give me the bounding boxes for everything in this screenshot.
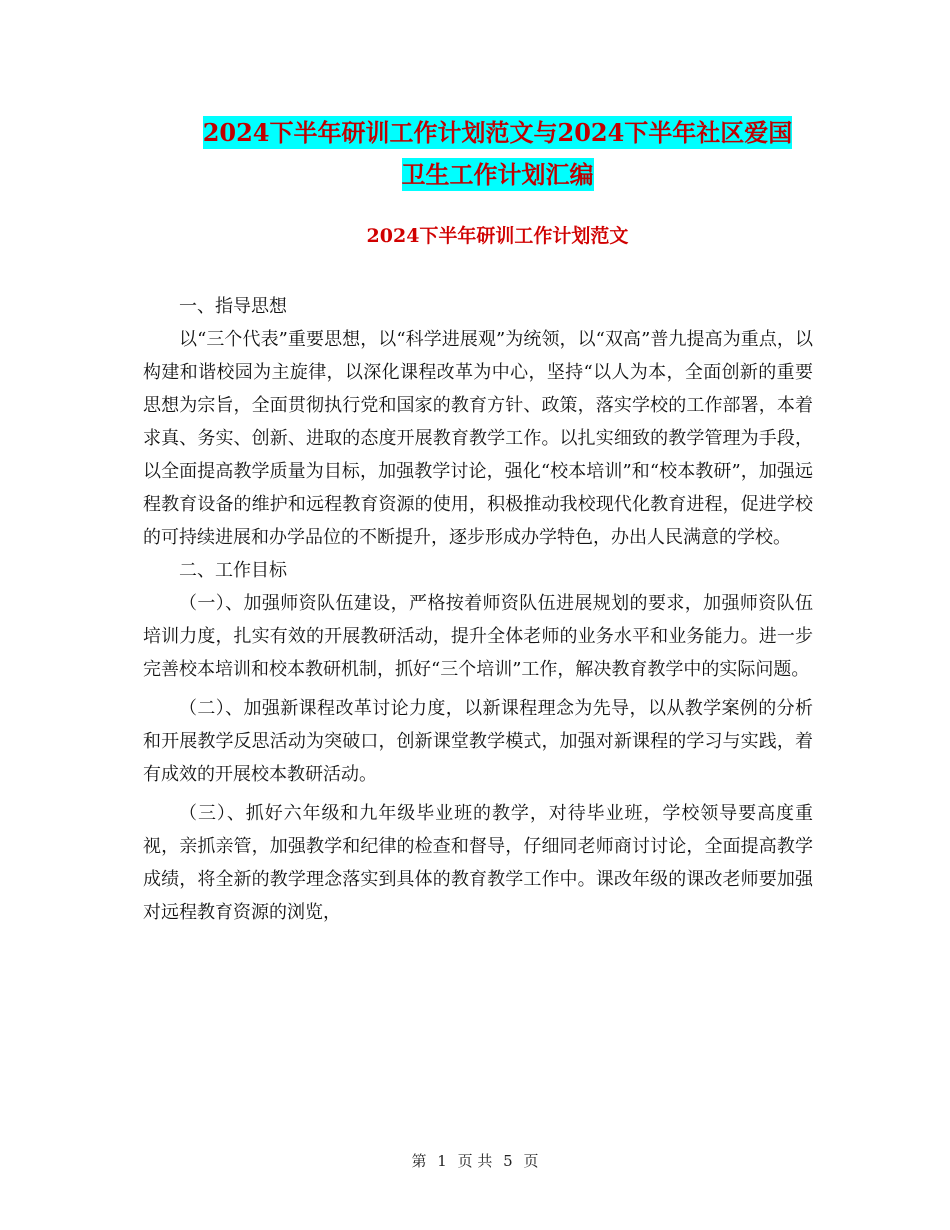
sub-title: 2024下半年研训工作计划范文 xyxy=(366,225,629,247)
page-footer xyxy=(0,1150,950,1171)
paragraph: （二）、加强新课程改革讨论力度，以新课程理念为先导，以从教学案例的分析和开展教学反思活动为突破口，创新课堂教学模式，加强对新课程的学习与实践，着有成效的开展校本教研活动。 xyxy=(143,698,813,785)
paragraph: （一）、加强师资队伍建设，严格按着师资队伍进展规划的要求，加强师资队伍培训力度，扎实有效的开展教研活动，提升全体老师的业务水平和业务能力。进一步完善校本培训和校本教研机制，抓好“三个培训”工作，解决教育教学中的实际问题。 xyxy=(143,593,813,680)
paragraph: （三）、抓好六年级和九年级毕业班的教学，对待毕业班，学校领导要高度重视，亲抓亲管，加强教学和纪律的检查和督导，仔细同老师商讨讨论，全面提高教学成绩，将全新的教学理念落实到具体的教育教学工作中。课改年级的课改老师要加强对远程教育资源的浏览， xyxy=(143,803,813,923)
section-heading: 二、工作目标 xyxy=(179,560,287,581)
footer-prefix: 第 xyxy=(411,1152,427,1170)
main-title-line-1: 2024下半年研训工作计划范文与2024下半年社区爱国 xyxy=(202,118,793,147)
section-heading: 一、指导思想 xyxy=(179,296,287,317)
main-title xyxy=(140,112,855,196)
footer-middle: 页 共 xyxy=(457,1152,493,1170)
body-text xyxy=(143,290,813,929)
footer-total-pages: 5 xyxy=(503,1152,513,1170)
main-title-line-2: 卫生工作计划汇编 xyxy=(401,160,594,189)
footer-page-number: 1 xyxy=(437,1152,447,1170)
paragraph: 以“三个代表”重要思想，以“科学进展观”为统领，以“双高”普九提高为重点，以构建和谐校园为主旋律，以深化课程改革为中心，坚持“以人为本，全面创新的重要思想为宗旨，全面贯彻执行党和国家的教育方针、政策，落实学校的工作部署，本着求真、务实、创新、进取的态度开展教育教学工作。以扎实细致的教学管理为手段，以全面提高教学质量为目标，加强教学讨论，强化“校本培训”和“校本教研”，加强远程教育设备的维护和远程教育资源的使用，积极推动我校现代化教育进程，促进学校的可持续进展和办学品位的不断提升，逐步形成办学特色，办出人民满意的学校。 xyxy=(143,329,813,548)
footer-suffix: 页 xyxy=(523,1152,539,1170)
